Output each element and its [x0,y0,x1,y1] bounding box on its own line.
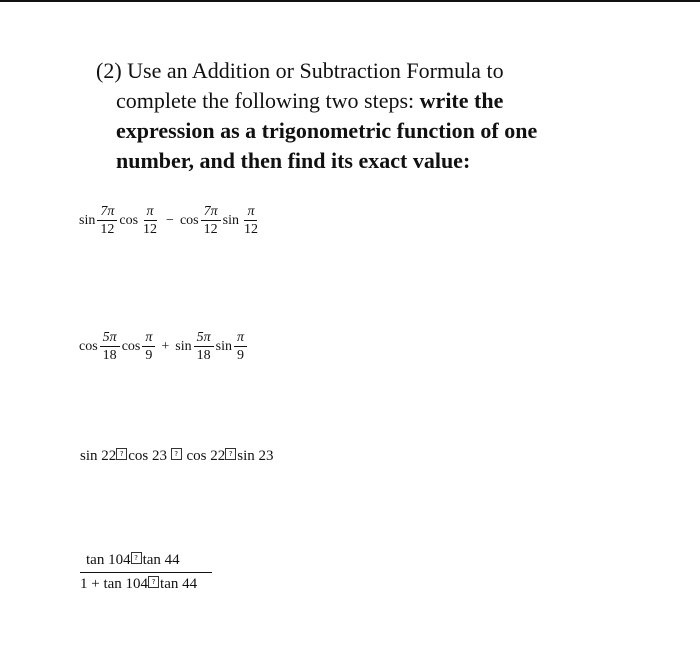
denominator: 12 [203,222,218,237]
fraction [100,330,120,363]
numerator: 7π [201,204,221,221]
numerator: π [142,330,155,347]
numerator: π [244,204,257,221]
problem-number: (2) [96,58,122,83]
denominator: 9 [145,348,153,363]
operator: − [166,212,174,228]
func: sin [79,212,96,228]
problem-bold-2: expression as a trigonometric function of one [116,118,538,143]
denominator: 18 [102,348,117,363]
problem-bold-1: write the [419,88,504,113]
top-rule [0,0,700,2]
num-term-b: tan 44 [142,552,180,568]
fraction [142,330,155,363]
numerator: 7π [97,204,117,221]
term-c: cos 22 [186,448,226,464]
func: cos [119,212,139,228]
missing-glyph-icon: ? [225,448,236,460]
func: cos [79,338,98,354]
numerator: π [234,330,247,347]
denominator: 12 [100,222,115,237]
problem-intro-2: complete the following two steps: [116,88,415,113]
operator: + [161,338,170,354]
numerator: π [144,204,157,221]
term-a: sin 22 [80,448,117,464]
fraction [241,204,261,237]
problem-statement [96,56,636,176]
problem-line-4 [96,146,636,176]
denominator [80,573,199,593]
denominator: 18 [196,348,211,363]
expression-3 [80,448,274,465]
expression-2 [78,330,248,363]
func: cos [179,212,199,228]
func: sin [222,212,239,228]
missing-glyph-icon: ? [131,552,142,564]
fraction [140,204,160,237]
expression-4 [80,552,212,593]
problem-line-2 [96,86,636,116]
missing-glyph-icon: ? [148,576,159,588]
num-term-a: tan 104 [86,552,131,568]
func: sin [215,338,232,354]
problem-intro: Use an Addition or Subtraction Formula to [127,58,504,83]
numerator: 5π [100,330,120,347]
fraction [201,204,221,237]
fraction [194,330,214,363]
numerator: 5π [194,330,214,347]
denominator: 12 [143,222,158,237]
problem-line-3 [96,116,636,146]
denominator: 9 [236,348,244,363]
missing-glyph-icon: ? [171,448,182,460]
problem-bold-3: number, and then find its exact value: [116,148,471,173]
fraction [234,330,247,363]
den-term-a: 1 + tan 104 [80,576,149,592]
func: cos [121,338,141,354]
expression-1 [78,204,262,237]
missing-glyph-icon: ? [116,448,127,460]
func: sin [175,338,192,354]
numerator [80,552,212,573]
term-d: sin 23 [237,448,274,464]
denominator: 12 [243,222,258,237]
den-term-b: tan 44 [160,576,198,592]
term-b: cos 23 [128,448,168,464]
fraction [97,204,117,237]
